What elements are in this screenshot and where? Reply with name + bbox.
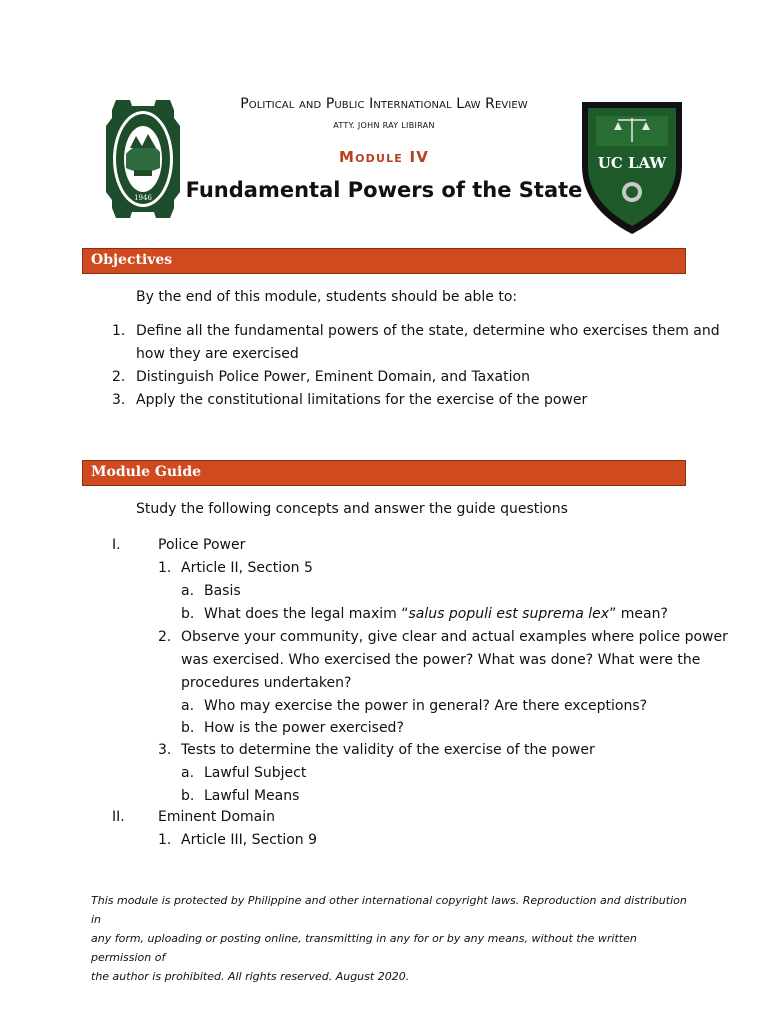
item-text-continued: was exercised. Who exercised the power? What was done? What were the <box>181 652 701 668</box>
module-guide-intro: Study the following concepts and answer the guide questions <box>136 501 568 517</box>
copyright-notice <box>91 891 691 986</box>
subitem-letter: b. <box>181 720 195 736</box>
objective-text: Apply the constitutional limitations for the exercise of the power <box>136 392 588 408</box>
maxim-suffix: ” mean? <box>609 606 668 622</box>
subitem-text: Who may exercise the power in general? Are there exceptions? <box>204 698 648 714</box>
module-number: Module IV <box>338 148 430 166</box>
subitem-text-maxim <box>204 603 668 626</box>
objective-text: Define all the fundamental powers of the state, determine who exercises them and <box>136 323 720 339</box>
item-number: 1. <box>158 832 172 848</box>
module-guide-heading-bar <box>82 460 686 486</box>
objectives-heading-bar <box>82 248 686 274</box>
subitem-text: How is the power exercised? <box>204 720 404 736</box>
section-numeral: II. <box>112 809 125 825</box>
item-number: 2. <box>158 629 172 645</box>
seal-year: 1946 <box>134 194 152 202</box>
section-label: Police Power <box>158 537 246 553</box>
objective-number: 2. <box>112 369 126 385</box>
item-text-continued: procedures undertaken? <box>181 675 352 691</box>
module-title: Fundamental Powers of the State <box>185 178 583 202</box>
item-text: Article III, Section 9 <box>181 832 318 848</box>
item-text: Observe your community, give clear and actual examples where police power <box>181 629 728 645</box>
author-name: ATTY. JOHN RAY LIBIRAN <box>333 121 435 130</box>
objective-text-continued: how they are exercised <box>136 346 299 362</box>
uc-law-shield-logo <box>576 96 688 238</box>
objective-number: 1. <box>112 323 126 339</box>
section-numeral: I. <box>112 537 121 553</box>
copyright-line: the author is prohibited. All rights reserved. August 2020. <box>91 970 410 983</box>
objectives-intro: By the end of this module, students should be able to: <box>136 289 518 305</box>
item-number: 1. <box>158 560 172 576</box>
item-number: 3. <box>158 742 172 758</box>
copyright-line: This module is protected by Philippine and other international copyright laws. Reproduction and distribution in <box>91 894 687 926</box>
subitem-text: Lawful Subject <box>204 765 307 781</box>
objectives-heading: Objectives <box>91 252 173 268</box>
item-text: Article II, Section 5 <box>181 560 313 576</box>
subitem-letter: a. <box>181 765 195 781</box>
subitem-letter: a. <box>181 698 195 714</box>
subitem-text: Basis <box>204 583 241 599</box>
section-label: Eminent Domain <box>158 809 275 825</box>
subitem-letter: b. <box>181 788 195 804</box>
objective-number: 3. <box>112 392 126 408</box>
item-text: Tests to determine the validity of the exercise of the power <box>181 742 595 758</box>
subitem-text: Lawful Means <box>204 788 300 804</box>
copyright-line: any form, uploading or posting online, transmitting in any for or by any means, without the written permission of <box>91 932 637 964</box>
maxim-prefix: What does the legal maxim “ <box>204 606 409 622</box>
course-title: Political and Public International Law Review <box>240 96 528 112</box>
module-guide-heading: Module Guide <box>91 464 202 480</box>
shield-text: UC LAW <box>597 154 667 172</box>
subitem-letter: b. <box>181 606 195 622</box>
objective-text: Distinguish Police Power, Eminent Domain, and Taxation <box>136 369 530 385</box>
legal-maxim: salus populi est suprema lex <box>408 606 610 622</box>
subitem-letter: a. <box>181 583 195 599</box>
